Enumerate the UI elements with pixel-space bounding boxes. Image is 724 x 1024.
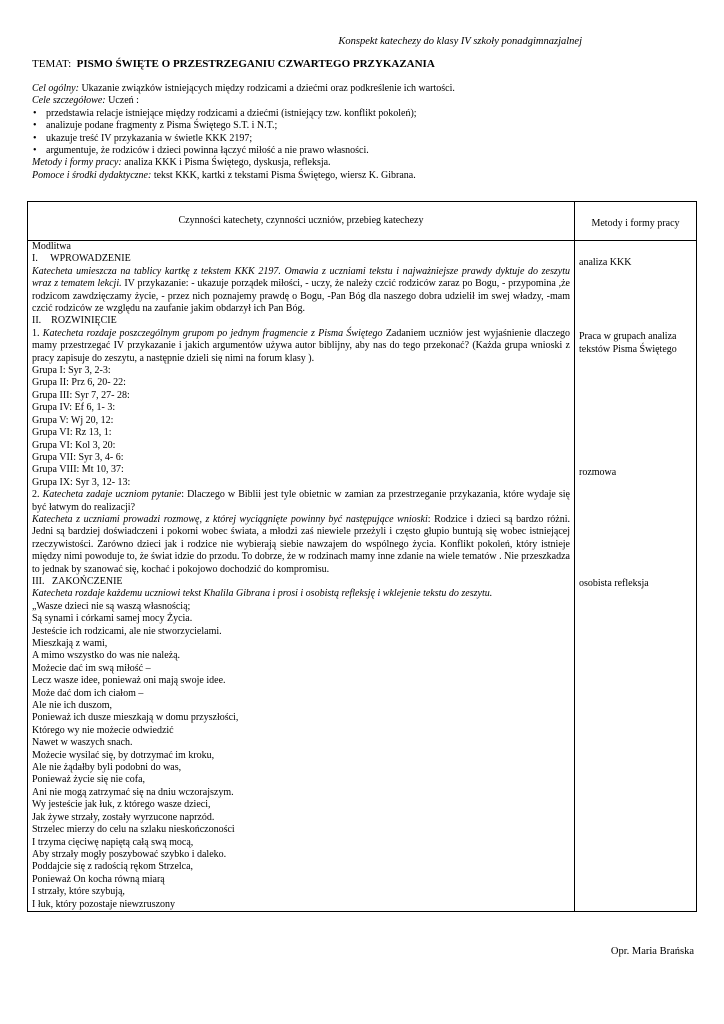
development-instruction-3: Katecheta z uczniami prowadzi rozmowę, z której wyciągnięte powinny być następujące wnioski bbox=[32, 513, 428, 525]
goal-list bbox=[32, 108, 692, 158]
list-item: Grupa IX: Syr 3, 12- 13: bbox=[32, 476, 131, 488]
goals-section bbox=[32, 83, 692, 182]
development-paragraph-3 bbox=[32, 514, 570, 576]
methods-text: analiza KKK i Pisma Świętego, dyskusja, refleksja. bbox=[121, 157, 331, 169]
list-item: Grupa VII: Syr 3, 4- 6: bbox=[32, 451, 124, 463]
poem-line: Którego wy nie możecie odwiedzić bbox=[32, 724, 174, 736]
topic-line bbox=[32, 58, 435, 70]
table-header-row bbox=[28, 202, 697, 241]
poem-line: A mimo wszystko do was nie należą. bbox=[32, 650, 181, 662]
poem-line: Są synami i córkami samej mocy Życia. bbox=[32, 613, 193, 625]
poem-line: Poddajcie się z radością rękom Strzelca, bbox=[32, 861, 194, 873]
poem-line: Ponieważ życie się nie cofa, bbox=[32, 774, 146, 786]
column-header-methods: Metody i formy pracy bbox=[575, 202, 697, 241]
general-goal bbox=[32, 83, 692, 95]
poem-line: Możecie wysilać się, by dotrzymać im kroku, bbox=[32, 749, 215, 761]
method-group-work: Praca w grupach analiza tekstów Pisma Świętego bbox=[579, 331, 677, 355]
document-header: Konspekt katechezy do klasy IV szkoły ponadgimnazjalnej bbox=[338, 36, 582, 47]
methods-label: Metody i formy pracy: bbox=[32, 157, 122, 169]
list-item: • przedstawia relacje istniejące między rodzicami a dziećmi (istniejący tzw. konflikt pokoleń); bbox=[46, 108, 692, 120]
aids-label: Pomoce i środki dydaktyczne: bbox=[32, 169, 152, 181]
list-item: Grupa VIII: Mt 10, 37: bbox=[32, 464, 124, 476]
list-item: Grupa IV: Ef 6, 1- 3: bbox=[32, 402, 116, 414]
list-item: Grupa I: Syr 3, 2-3: bbox=[32, 365, 111, 377]
author-signature: Opr. Maria Brańska bbox=[610, 946, 694, 957]
poem-line: Strzelec mierzy do celu na szlaku nieskończoności bbox=[32, 824, 235, 836]
poem-line: Ale nie ich duszom, bbox=[32, 700, 112, 712]
specific-goals-text: Uczeń : bbox=[105, 95, 139, 107]
poem-line: Ale nie żądałby byli podobni do was, bbox=[32, 762, 182, 774]
poem-line: Ponieważ On kocha równą miarą bbox=[32, 873, 165, 885]
list-item: • analizuje podane fragmenty z Pisma Świętego S.T. i N.T.; bbox=[46, 120, 692, 132]
prayer: Modlitwa bbox=[32, 241, 71, 252]
conclusion-instruction: Katecheta rozdaje każdemu uczniowi tekst Khalila Gibrana i prosi i osobistą refleksję i wklejenie tekstu do zeszytu. bbox=[32, 588, 493, 600]
poem-line: Jesteście ich rodzicami, ale nie stworzycielami. bbox=[32, 625, 222, 637]
poem-line: Jak żywe strzały, zostały wyrzucone naprzód. bbox=[32, 811, 215, 823]
list-item: • argumentuje, że rodziców i dzieci powinna łączyć miłość a nie prawo własności. bbox=[46, 145, 692, 157]
section-introduction-title: I. WPROWADZENIE bbox=[32, 253, 131, 265]
development-instruction-2: Katecheta zadaje uczniom pytanie bbox=[42, 489, 182, 501]
topic-title: PISMO ŚWIĘTE O PRZESTRZEGANIU CZWARTEGO PRZYKAZANIA bbox=[76, 58, 435, 70]
development-paragraph-1 bbox=[32, 328, 570, 365]
poem-line: I trzyma cięciwę napiętą całą swą mocą, bbox=[32, 836, 194, 848]
list-item: • ukazuje treść IV przykazania w świetle KKK 2197; bbox=[46, 133, 692, 145]
poem-line: Wy jesteście jak łuk, z którego wasze dzieci, bbox=[32, 799, 211, 811]
poem-line: Możecie dać im swą miłość – bbox=[32, 662, 151, 674]
poem-line: Ani nie mogą zatrzymać się na dniu wczorajszym. bbox=[32, 786, 234, 798]
paragraph-number: 1. bbox=[32, 327, 43, 339]
introduction-paragraph bbox=[32, 266, 570, 316]
aids-line bbox=[32, 170, 692, 182]
poem-line: „Wasze dzieci nie są waszą własnością; bbox=[32, 600, 191, 612]
development-text-3: : Rodzice i dzieci są bardzo różni. Jedni są bardziej doświadczeni i pokorni wobec świata, a młodzi zaś niewiele przeżyli i często głupio buntują się wobec istniejącej rzeczywistości. Zarówno dzieci jak i rodzice nie wybierają siebie nawzajem do wspólnego życia. Konflikt pokoleń, który istnieje między nimi powoduje to, że świat idzie do przodu. To dobrze, że w rodzinach mamy inne zdanie na wiele tematów . Nie przeszkadza to jednak by szanować się, kochać i pokojowo dochodzić do kompromisu. bbox=[32, 513, 570, 575]
development-text-2: : Dlaczego w Biblii jest tyle obietnic w zamian za przestrzeganie przykazania, które wydaje się być łatwym do realizacji? bbox=[32, 489, 570, 513]
lesson-table bbox=[27, 201, 697, 912]
section-development-title: II. ROZWINIĘCIE bbox=[32, 315, 117, 327]
method-kkk-analysis: analiza KKK bbox=[579, 257, 632, 268]
poem-line: Aby strzały mogły poszybować szybko i daleko. bbox=[32, 848, 227, 860]
poem-line: I łuk, który pozostaje niewzruszony bbox=[32, 898, 176, 910]
table-row bbox=[28, 241, 697, 912]
specific-goals-label: Cele szczegółowe: bbox=[32, 95, 106, 107]
aids-text: tekst KKK, kartki z tekstami Pisma Świętego, wiersz K. Gibrana. bbox=[151, 169, 416, 181]
methods-cell bbox=[575, 241, 697, 912]
list-item: Grupa VI: Kol 3, 20: bbox=[32, 439, 116, 451]
poem-line: I strzały, które szybują, bbox=[32, 886, 125, 898]
development-text-1: Zadaniem uczniów jest wyjaśnienie dlaczego mamy przestrzegać IV przykazanie i jakich argumentów używa autor biblijny, aby nas do tego przekonać? (Każda grupa wnioski z pracy zapisuje do zeszytu, a następnie dzieli się nimi na forum klasy ). bbox=[32, 327, 571, 364]
methods-line bbox=[32, 157, 692, 169]
poem-line: Mieszkają z wami, bbox=[32, 638, 108, 649]
topic-label: TEMAT: bbox=[32, 58, 72, 70]
development-paragraph-2 bbox=[32, 489, 570, 514]
list-item: Grupa VI: Rz 13, 1: bbox=[32, 427, 112, 439]
general-goal-text: Ukazanie związków istniejących między rodzicami a dziećmi oraz podkreślenie ich wartości. bbox=[78, 83, 455, 94]
introduction-instruction: Katecheta umieszcza na tablicy kartkę z tekstem KKK 2197. Omawia z uczniami tekstu i najważniejsze prawdy dyktuje do zeszytu wraz z tematem lekcji. bbox=[32, 265, 570, 290]
specific-goals bbox=[32, 95, 692, 107]
development-instruction-1: Katecheta rozdaje poszczególnym grupom po jednym fragmencie z Pisma Świętego bbox=[42, 327, 383, 339]
poem-line: Lecz wasze idee, ponieważ oni mają swoje idee. bbox=[32, 675, 226, 687]
column-header-activities: Czynności katechety, czynności uczniów, przebieg katechezy bbox=[28, 202, 575, 241]
activities-cell bbox=[28, 241, 575, 912]
method-personal-reflection: osobista refleksja bbox=[579, 577, 649, 589]
paragraph-number: 2. bbox=[32, 489, 43, 501]
poem-line: Ponieważ ich dusze mieszkają w domu przyszłości, bbox=[32, 712, 239, 724]
method-conversation: rozmowa bbox=[579, 467, 617, 479]
introduction-text: IV przykazanie: - ukazuje porządek miłości, - uczy, że należy czcić rodziców zaraz po Bogu, - przypomina ,że rodzicom zawdzięczamy życie, - przez nich poznajemy prawdę o Bogu, -Pan Bóg dla naszego dobra udzielił im swej władzy, -mam czcić rodziców ze względu na zaufanie jakim obdarzył ich Pan Bóg. bbox=[32, 278, 570, 315]
group-list bbox=[32, 365, 570, 489]
poem bbox=[32, 601, 570, 911]
general-goal-label: Cel ogólny: bbox=[32, 83, 79, 94]
list-item: Grupa V: Wj 20, 12: bbox=[32, 414, 114, 426]
poem-line: Nawet w waszych snach. bbox=[32, 737, 133, 749]
poem-line: Może dać dom ich ciałom – bbox=[32, 687, 144, 699]
list-item: Grupa III: Syr 7, 27- 28: bbox=[32, 389, 130, 401]
section-conclusion-title: III. ZAKOŃCZENIE bbox=[32, 575, 123, 587]
list-item: Grupa II: Prz 6, 20- 22: bbox=[32, 377, 126, 389]
